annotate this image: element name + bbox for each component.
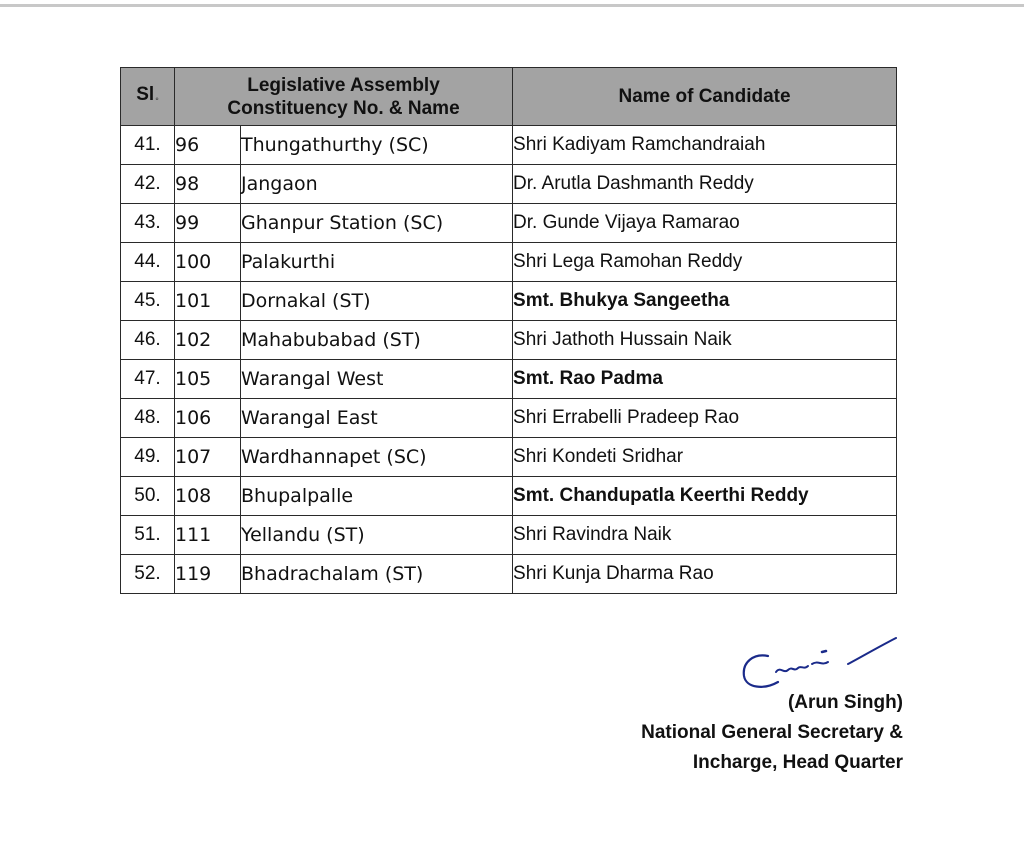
row-constituency-number: 107 [175,438,241,477]
row-constituency-number: 100 [175,243,241,282]
row-constituency-number: 119 [175,555,241,594]
row-constituency-name: Wardhannapet (SC) [241,438,513,477]
table-row [121,126,897,165]
row-candidate-name: Shri Kondeti Sridhar [513,438,897,477]
table-header-row [121,68,897,126]
row-constituency-name: Warangal East [241,399,513,438]
top-border-line [0,4,1024,7]
row-constituency-name: Palakurthi [241,243,513,282]
row-constituency-number: 99 [175,204,241,243]
table-row [121,204,897,243]
row-sl-number: 49. [121,438,175,477]
row-sl-number: 48. [121,399,175,438]
row-constituency-number: 96 [175,126,241,165]
row-constituency-number: 105 [175,360,241,399]
row-candidate-name: Shri Lega Ramohan Reddy [513,243,897,282]
row-constituency-name: Jangaon [241,165,513,204]
row-constituency-name: Mahabubabad (ST) [241,321,513,360]
signatory-title-line1: National General Secretary & [641,722,903,743]
row-constituency-name: Dornakal (ST) [241,282,513,321]
table-row [121,555,897,594]
table-row [121,321,897,360]
row-sl-number: 44. [121,243,175,282]
row-constituency-name: Thungathurthy (SC) [241,126,513,165]
table-row [121,360,897,399]
row-candidate-name: Smt. Bhukya Sangeetha [513,282,897,321]
row-candidate-name: Shri Jathoth Hussain Naik [513,321,897,360]
table-row [121,399,897,438]
row-candidate-name: Dr. Arutla Dashmanth Reddy [513,165,897,204]
row-constituency-number: 108 [175,477,241,516]
signatory-block [641,688,903,778]
table-row [121,243,897,282]
row-candidate-name: Shri Errabelli Pradeep Rao [513,399,897,438]
signatory-title-line2: Incharge, Head Quarter [692,752,903,773]
row-constituency-number: 98 [175,165,241,204]
row-constituency-name: Warangal West [241,360,513,399]
table-row [121,477,897,516]
header-constituency: Legislative Assembly Constituency No. & Name [175,68,513,126]
row-constituency-name: Yellandu (ST) [241,516,513,555]
table-row [121,165,897,204]
row-candidate-name: Smt. Chandupatla Keerthi Reddy [513,477,897,516]
row-candidate-name: Shri Kunja Dharma Rao [513,555,897,594]
row-constituency-number: 111 [175,516,241,555]
row-constituency-name: Bhupalpalle [241,477,513,516]
row-sl-number: 50. [121,477,175,516]
signatory-name: (Arun Singh) [787,692,903,713]
table-row [121,282,897,321]
row-constituency-number: 101 [175,282,241,321]
row-candidate-name: Smt. Rao Padma [513,360,897,399]
row-sl-number: 43. [121,204,175,243]
row-candidate-name: Shri Ravindra Naik [513,516,897,555]
row-candidate-name: Dr. Gunde Vijaya Ramarao [513,204,897,243]
row-constituency-name: Bhadrachalam (ST) [241,555,513,594]
row-sl-number: 45. [121,282,175,321]
row-sl-number: 47. [121,360,175,399]
table-row [121,438,897,477]
row-constituency-number: 102 [175,321,241,360]
header-candidate: Name of Candidate [513,68,897,126]
row-candidate-name: Shri Kadiyam Ramchandraiah [513,126,897,165]
row-constituency-name: Ghanpur Station (SC) [241,204,513,243]
row-sl-number: 42. [121,165,175,204]
row-constituency-number: 106 [175,399,241,438]
candidate-table [120,67,897,594]
table-row [121,516,897,555]
row-sl-number: 46. [121,321,175,360]
row-sl-number: 52. [121,555,175,594]
header-sl: Sl◦ [121,68,175,126]
row-sl-number: 41. [121,126,175,165]
row-sl-number: 51. [121,516,175,555]
